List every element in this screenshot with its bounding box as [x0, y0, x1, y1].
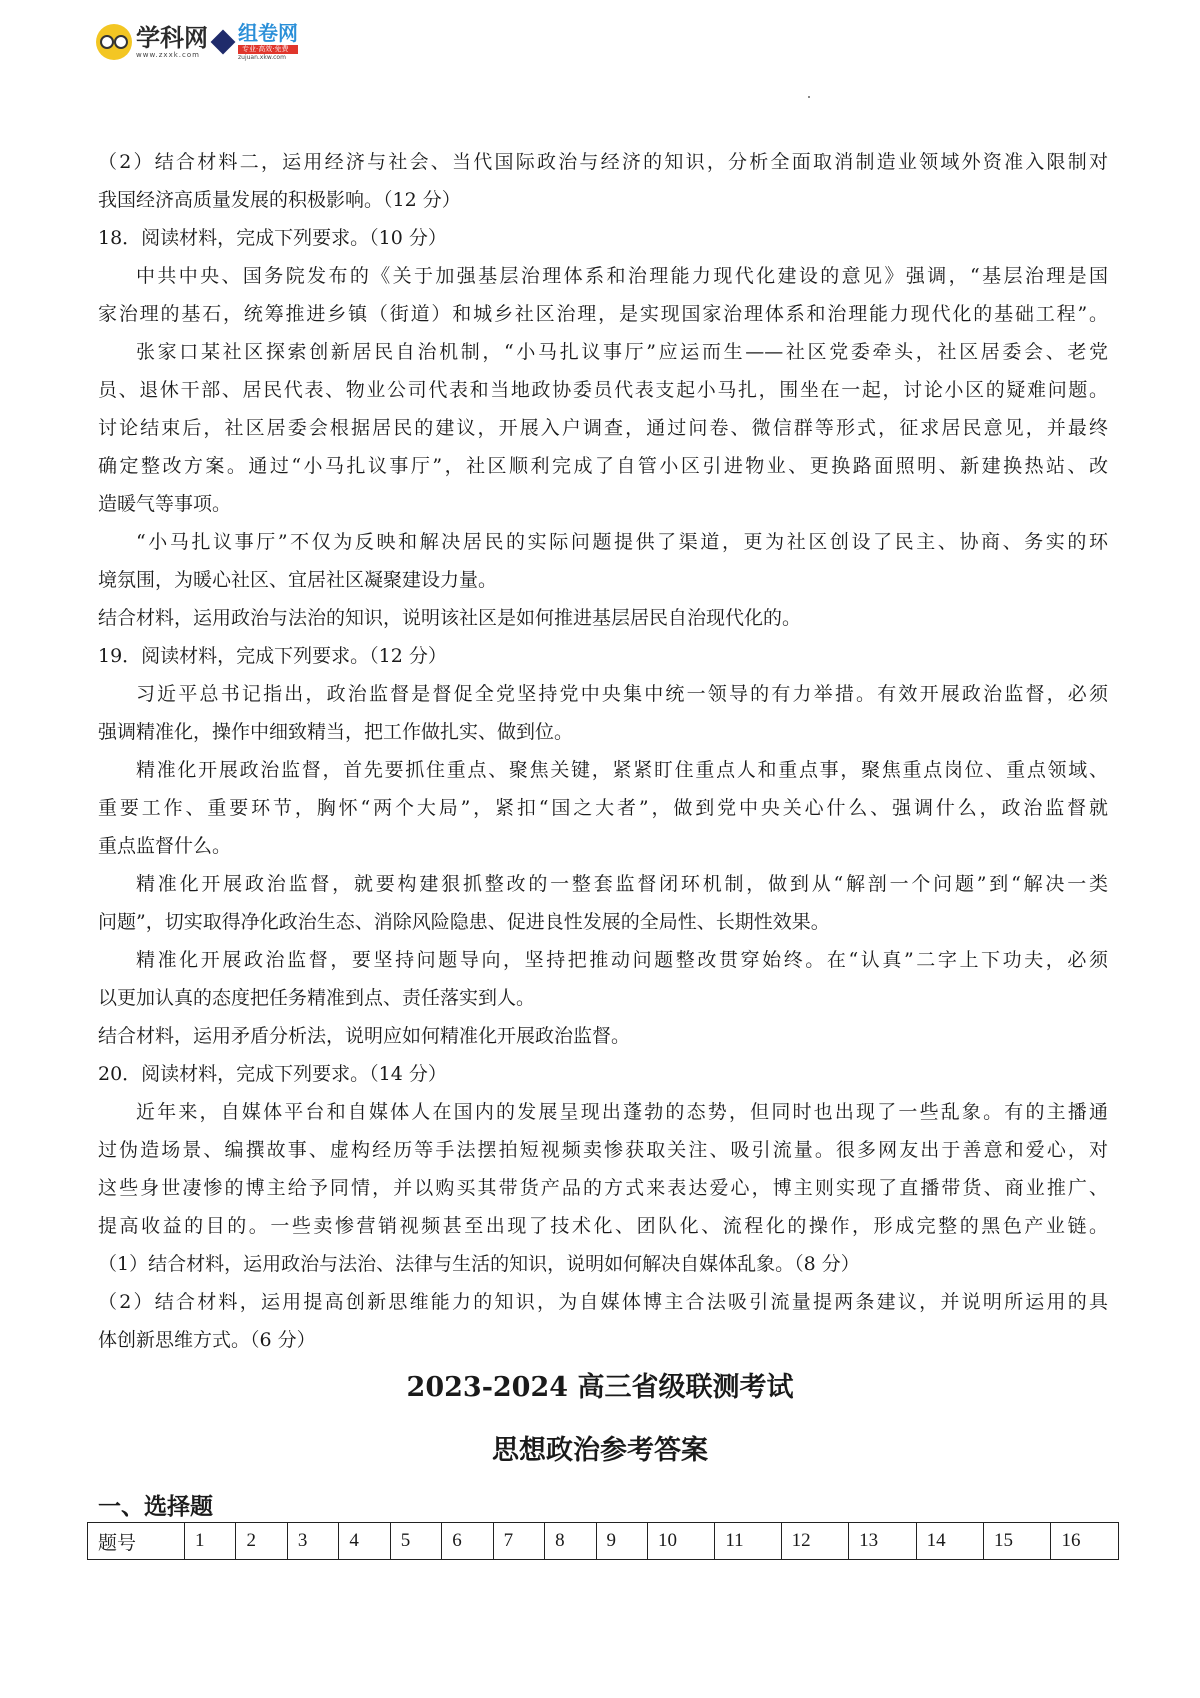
table-cell: 9: [596, 1523, 647, 1560]
text-line: 造暖气等事项。: [98, 493, 232, 515]
text-line: 精准化开展政治监督，首先要抓住重点、聚焦关键，紧紧盯住重点人和重点事，聚焦重点岗位、重点领域、: [136, 759, 1108, 781]
text-line: 近年来，自媒体平台和自媒体人在国内的发展呈现出蓬勃的态势，但同时也出现了一些乱象。有的主播通: [136, 1101, 1108, 1123]
logo-mascot-icon: [96, 24, 132, 60]
table-cell: 15: [984, 1523, 1051, 1560]
question-prompt: （1）结合材料，运用政治与法治、法律与生活的知识，说明如何解决自媒体乱象。（8 分）: [98, 1253, 860, 1275]
graduation-cap-icon: [211, 30, 236, 55]
text-line: 以更加认真的态度把任务精准到点、责任落实到人。: [98, 987, 536, 1009]
text-line: 重点监督什么。: [98, 835, 232, 857]
logo-brand: [136, 23, 208, 59]
text-line: 强调精准化，操作中细致精当，把工作做扎实、做到位。: [98, 721, 574, 743]
text-line: “小马扎议事厅”不仅为反映和解决居民的实际问题提供了渠道，更为社区创设了民主、协商、务实的环: [136, 531, 1108, 553]
text-line: 讨论结束后，社区居委会根据居民的建议，开展入户调查，通过问卷、微信群等形式，征求居民意见，并最终: [98, 417, 1108, 439]
logo-url: www.zxxk.com: [136, 50, 200, 59]
table-row: [88, 1523, 1119, 1560]
text-line: 体创新思维方式。（6 分）: [98, 1329, 316, 1351]
table-cell: 3: [287, 1523, 338, 1560]
logo2-url: zujuan.xkw.com: [238, 54, 286, 61]
table-cell: 16: [1051, 1523, 1119, 1560]
table-cell: 13: [849, 1523, 916, 1560]
text-line: 精准化开展政治监督，就要构建狠抓整改的一整套监督闭环机制，做到从“解剖一个问题”到“解决一类: [136, 873, 1108, 895]
table-cell: 14: [916, 1523, 983, 1560]
text-line: （2）结合材料二，运用经济与社会、当代国际政治与经济的知识，分析全面取消制造业领域外资准入限制对: [98, 151, 1108, 173]
text-line: 过伪造场景、编撰故事、虚构经历等手法摆拍短视频卖惨获取关注、吸引流量。很多网友出于善意和爱心，对: [98, 1139, 1108, 1161]
question-heading: 20．阅读材料，完成下列要求。（14 分）: [98, 1063, 447, 1085]
table-cell: 6: [442, 1523, 493, 1560]
logo2-name: 组卷网: [238, 21, 298, 45]
text-line: 境氛围，为暖心社区、宜居社区凝聚建设力量。: [98, 569, 498, 591]
question-text: [98, 143, 1108, 1359]
logo2-brand: [238, 23, 298, 61]
text-line: 员、退休干部、居民代表、物业公司代表和当地政协委员代表支起小马扎，围坐在一起，讨论小区的疑难问题。: [98, 379, 1108, 401]
question-prompt: （2）结合材料，运用提高创新思维能力的知识，为自媒体博主合法吸引流量提两条建议，并说明所运用的具: [98, 1291, 1108, 1313]
scan-dot: [808, 96, 810, 98]
text-line: 中共中央、国务院发布的《关于加强基层治理体系和治理能力现代化建设的意见》强调，“基层治理是国: [136, 265, 1108, 287]
text-line: 确定整改方案。通过“小马扎议事厅”，社区顺利完成了自管小区引进物业、更换路面照明、新建换热站、改: [98, 455, 1108, 477]
answer-title: 2023-2024 高三省级联测考试: [406, 1372, 794, 1403]
text-line: 张家口某社区探索创新居民自治机制，“小马扎议事厅”应运而生——社区党委牵头，社区居委会、老党: [136, 341, 1108, 363]
answer-table: [87, 1522, 1119, 1560]
table-cell: 8: [545, 1523, 596, 1560]
question-prompt: 结合材料，运用政治与法治的知识，说明该社区是如何推进基层居民自治现代化的。: [98, 607, 802, 629]
section-heading: 一、选择题: [98, 1494, 213, 1520]
table-cell: 12: [781, 1523, 848, 1560]
text-line: 提高收益的目的。一些卖惨营销视频甚至出现了技术化、团队化、流程化的操作，形成完整的黑色产业链。: [98, 1215, 1108, 1237]
question-prompt: 结合材料，运用矛盾分析法，说明应如何精准化开展政治监督。: [98, 1025, 631, 1047]
table-cell: 4: [339, 1523, 390, 1560]
text-line: 问题”，切实取得净化政治生态、消除风险隐患、促进良性发展的全局性、长期性效果。: [98, 911, 830, 933]
question-heading: 19．阅读材料，完成下列要求。（12 分）: [98, 645, 447, 667]
text-line: 重要工作、重要环节，胸怀“两个大局”，紧扣“国之大者”，做到党中央关心什么、强调什么，政治监督就: [98, 797, 1108, 819]
table-cell: 题号: [88, 1523, 185, 1560]
text-line: 精准化开展政治监督，要坚持问题导向，坚持把推动问题整改贯穿始终。在“认真”二字上下功夫，必须: [136, 949, 1108, 971]
table-cell: 7: [493, 1523, 544, 1560]
table-cell: 11: [715, 1523, 781, 1560]
text-line: 习近平总书记指出，政治监督是督促全党坚持党中央集中统一领导的有力举措。有效开展政治监督，必须: [136, 683, 1108, 705]
logo2-tag: 专业·高效·免费: [238, 45, 298, 54]
logo: [96, 18, 356, 66]
table-cell: 1: [185, 1523, 236, 1560]
table-cell: 5: [390, 1523, 441, 1560]
text-line: 我国经济高质量发展的积极影响。（12 分）: [98, 189, 461, 211]
table-cell: 2: [236, 1523, 287, 1560]
logo-name: 学科网: [136, 23, 208, 52]
table-cell: 10: [647, 1523, 714, 1560]
text-line: 这些身世凄惨的博主给予同情，并以购买其带货产品的方式来表达爱心，博主则实现了直播带货、商业推广、: [98, 1177, 1108, 1199]
question-heading: 18．阅读材料，完成下列要求。（10 分）: [98, 227, 447, 249]
text-line: 家治理的基石，统筹推进乡镇（街道）和城乡社区治理，是实现国家治理体系和治理能力现代化的基础工程”。: [98, 303, 1108, 325]
answer-subtitle: 思想政治参考答案: [492, 1435, 708, 1466]
